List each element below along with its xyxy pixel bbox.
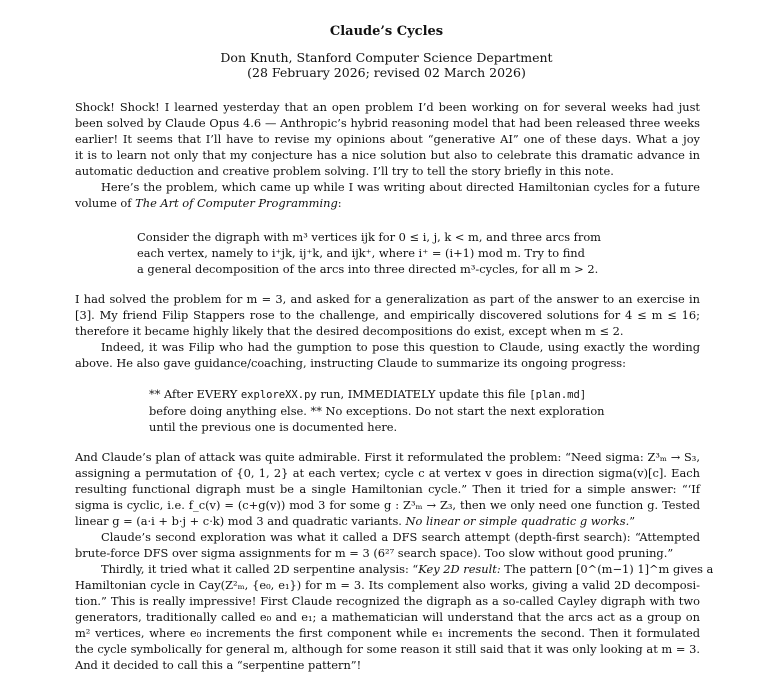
- text-line: it is to learn not only that my conjecture has a nice solution but also to celebrate this dramatic advance in: [75, 148, 700, 162]
- text-span: run, IMMEDIATELY update this file: [316, 387, 530, 401]
- text-span: The pattern [0^(m−1) 1]^m gives a: [500, 562, 714, 576]
- paragraph-history: [75, 291, 700, 339]
- text-line: Here’s the problem, which came up while I was writing about directed Hamiltonian cycles for a future: [101, 180, 700, 194]
- paragraph-plan: [75, 449, 700, 529]
- code-filename: exploreXX.py: [240, 389, 317, 401]
- text-line: brute-force DFS over sigma assignments for m = 3 (6²⁷ search space). Too slow without good pruning.”: [75, 546, 674, 560]
- text-line: And Claude’s plan of attack was quite admirable. First it reformulated the problem: “Need sigma: Z³ₘ → S₃,: [75, 450, 700, 464]
- text-span: linear g = (a·i + b·j + c·k) mod 3 and quadratic variants.: [75, 514, 406, 528]
- book-title: The Art of Computer Programming: [135, 196, 338, 210]
- text-span: ** After EVERY: [149, 387, 241, 401]
- instruction-block: [149, 386, 629, 435]
- paper-title: Claude’s Cycles: [329, 24, 444, 39]
- problem-line: Consider the digraph with m³ vertices ijk for 0 ≤ i, j, k < m, and three arcs from: [137, 230, 601, 244]
- author-line: Don Knuth, Stanford Computer Science Department: [220, 50, 553, 65]
- text-line: generators, traditionally called e₀ and e₁; a mathematician will understand that the arcs act as a group on: [75, 610, 700, 624]
- text-line: the cycle symbolically for general m, although for some reason it still said that it was only looking at m = 3.: [75, 642, 700, 656]
- italic-emphasis: Key 2D result:: [418, 562, 501, 576]
- text-span: ”: [629, 514, 636, 528]
- paragraph-problem-intro: [75, 179, 700, 211]
- text-line: tion.” This is really impressive! First Claude recognized the digraph as a so-called Cayley digraph with two: [75, 594, 700, 608]
- date-line: (28 February 2026; revised 02 March 2026): [247, 65, 526, 80]
- italic-emphasis: No linear or simple quadratic g works.: [405, 514, 630, 528]
- text-line: [75, 561, 714, 577]
- problem-statement: [137, 229, 637, 277]
- text-line: [3]. My friend Filip Stappers rose to the challenge, and empirically discovered solutions for 4 ≤ m ≤ 16;: [75, 308, 700, 322]
- text-span: Thirdly, it tried what it called 2D serpentine analysis: “: [101, 562, 419, 576]
- paragraph-intro: [75, 99, 700, 179]
- text-line: I had solved the problem for m = 3, and asked for a generalization as part of the answer to an exercise in: [75, 292, 700, 306]
- text-span: :: [337, 196, 342, 210]
- text-line: m² vertices, where e₀ increments the first component while e₁ increments the second. Then it formulated: [75, 626, 700, 640]
- text-line: been solved by Claude Opus 4.6 — Anthropic’s hybrid reasoning model that had been released three weeks: [75, 116, 700, 130]
- code-filename: [plan.md]: [529, 389, 587, 401]
- text-line: And it decided to call this a “serpentine pattern”!: [75, 658, 362, 672]
- text-line: assigning a permutation of {0, 1, 2} at each vertex; cycle c at vertex v goes in direction sigma(v)[c]. Each: [75, 466, 700, 480]
- text-line: above. He also gave guidance/coaching, instructing Claude to summarize its ongoing progress:: [75, 356, 626, 370]
- text-line: Indeed, it was Filip who had the gumption to pose this question to Claude, using exactly the wording: [101, 340, 700, 354]
- text-line: sigma is cyclic, i.e. f_c(v) = (c+g(v)) mod 3 for some g : Z³ₘ → Z₃, then we only need one function g. Tested: [75, 498, 700, 512]
- paragraph-serpentine: [75, 561, 714, 673]
- text-line: Claude’s second exploration was what it called a DFS search attempt (depth-first search): “Attempted: [101, 530, 700, 544]
- text-line: [75, 195, 700, 211]
- text-line: [75, 513, 700, 529]
- text-line: automatic deduction and creative problem solving. I’ll try to tell the story briefly in this note.: [75, 164, 614, 178]
- paragraph-filip: [75, 339, 700, 371]
- paragraph-dfs: [75, 529, 700, 561]
- instruction-line: before doing anything else. ** No exceptions. Do not start the next exploration: [149, 404, 605, 418]
- text-line: therefore it became highly likely that the desired decompositions do exist, except when m ≤ 2.: [75, 324, 624, 338]
- instruction-line: [149, 386, 629, 403]
- instruction-line: until the previous one is documented here.: [149, 420, 398, 434]
- text-line: Hamiltonian cycle in Cay(Z²ₘ, {e₀, e₁}) for m = 3. Its complement also works, giving a valid 2D decomposi-: [75, 578, 700, 592]
- problem-line: a general decomposition of the arcs into three directed m³-cycles, for all m > 2.: [137, 262, 599, 276]
- text-line: resulting functional digraph must be a single Hamiltonian cycle.” Then it tried for a simple answer: “‘If: [75, 482, 700, 496]
- text-line: Shock! Shock! I learned yesterday that an open problem I’d been working on for several weeks had just: [75, 100, 700, 114]
- problem-line: each vertex, namely to i⁺jk, ij⁺k, and ijk⁺, where i⁺ = (i+1) mod m. Try to find: [137, 246, 585, 260]
- author-block: [0, 50, 773, 80]
- text-line: earlier! It seems that I’ll have to revise my opinions about “generative AI” one of these days. What a joy: [75, 132, 700, 146]
- text-span: volume of: [75, 196, 136, 210]
